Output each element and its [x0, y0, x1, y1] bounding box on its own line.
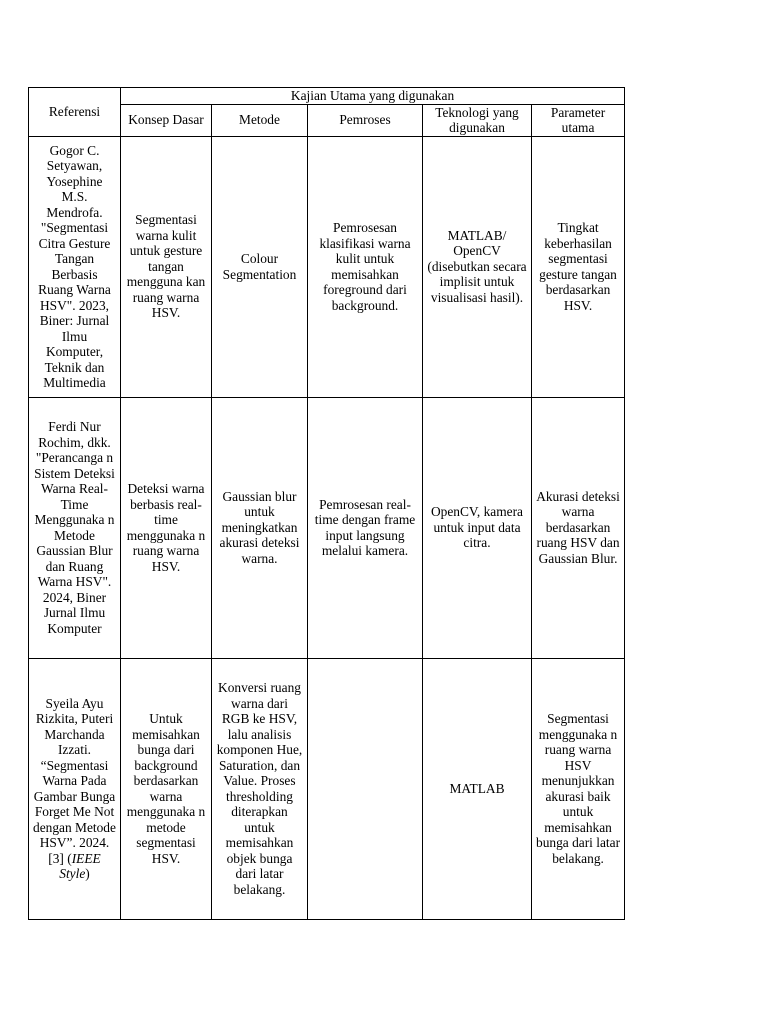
table-row: [29, 136, 625, 397]
header-konsep-dasar: Konsep Dasar: [121, 104, 212, 136]
header-row-group: [29, 88, 625, 105]
cell-pemroses: Pemrosesan klasifikasi warna kulit untuk memisahkan foreground dari background.: [308, 136, 423, 397]
reference-text: Syeila Ayu Rizkita, Puteri Marchanda Izzati. “Segmentasi Warna Pada Gambar Bunga Forget Me Not dengan Metode HSV”. 2024. [3] (: [33, 695, 116, 866]
header-parameter: Parameter utama: [532, 104, 625, 136]
reference-close-paren: ): [85, 866, 90, 881]
literature-review-table: [28, 87, 625, 920]
table-row: [29, 397, 625, 658]
table-row: [29, 658, 625, 919]
cell-metode: Konversi ruang warna dari RGB ke HSV, lalu analisis komponen Hue, Saturation, dan Value. Proses thresholding diterapkan untuk memisahkan objek bunga dari latar belakang.: [212, 658, 308, 919]
header-pemroses: Pemroses: [308, 104, 423, 136]
cell-parameter: Segmentasi menggunaka n ruang warna HSV menunjukkan akurasi baik untuk memisahkan bunga dari latar belakang.: [532, 658, 625, 919]
cell-metode: Gaussian blur untuk meningkatkan akurasi deteksi warna.: [212, 397, 308, 658]
cell-pemroses: Pemrosesan real-time dengan frame input langsung melalui kamera.: [308, 397, 423, 658]
cell-reference: Ferdi Nur Rochim, dkk. "Perancanga n Sistem Deteksi Warna Real-Time Menggunaka n Metode Gaussian Blur dan Ruang Warna HSV". 2024, Biner Jurnal Ilmu Komputer: [29, 397, 121, 658]
cell-konsep-dasar: Untuk memisahkan bunga dari background berdasarkan warna menggunaka n metode segmentasi HSV.: [121, 658, 212, 919]
cell-teknologi: OpenCV, kamera untuk input data citra.: [423, 397, 532, 658]
header-metode: Metode: [212, 104, 308, 136]
header-reference: Referensi: [29, 88, 121, 137]
cell-teknologi: MATLAB/ OpenCV (disebutkan secara implisit untuk visualisasi hasil).: [423, 136, 532, 397]
cell-metode: Colour Segmentation: [212, 136, 308, 397]
cell-konsep-dasar: Deteksi warna berbasis real-time menggunaka n ruang warna HSV.: [121, 397, 212, 658]
reference-style-note: IEEE Style: [59, 850, 101, 881]
cell-reference: Gogor C. Setyawan, Yosephine M.S. Mendrofa. "Segmentasi Citra Gesture Tangan Berbasis Ruang Warna HSV". 2023, Biner: Jurnal Ilmu Komputer, Teknik dan Multimedia: [29, 136, 121, 397]
cell-parameter: Akurasi deteksi warna berdasarkan ruang HSV dan Gaussian Blur.: [532, 397, 625, 658]
cell-parameter: Tingkat keberhasilan segmentasi gesture tangan berdasarkan HSV.: [532, 136, 625, 397]
table-body: [29, 136, 625, 919]
cell-teknologi: MATLAB: [423, 658, 532, 919]
table-header: [29, 88, 625, 137]
cell-pemroses: [308, 658, 423, 919]
cell-konsep-dasar: Segmentasi warna kulit untuk gesture tangan mengguna kan ruang warna HSV.: [121, 136, 212, 397]
cell-reference: [29, 658, 121, 919]
header-teknologi: Teknologi yang digunakan: [423, 104, 532, 136]
header-group: Kajian Utama yang digunakan: [121, 88, 625, 105]
